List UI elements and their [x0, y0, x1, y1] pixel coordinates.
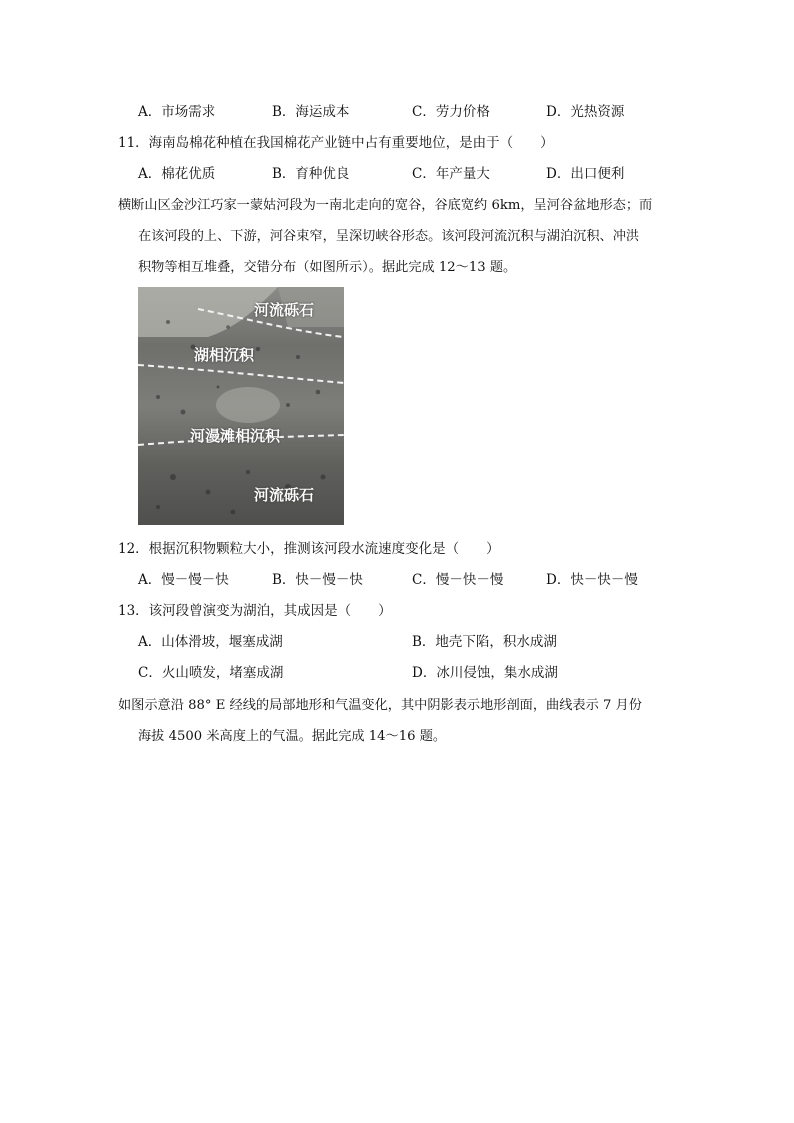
label-lacustrine-deposit: 湖相沉积: [194, 346, 255, 364]
q10-option-c: C．劳力价格: [412, 104, 490, 120]
label-river-gravel-bottom: 河流砾石: [254, 486, 315, 504]
q12-option-c: C．慢－快－慢: [412, 572, 504, 588]
q11-option-a: A．棉花优质: [138, 166, 216, 182]
passage2-line-2: 海拔 4500 米高度上的气温。据此完成 14～16 题。: [138, 729, 447, 744]
label-floodplain-deposit: 河漫滩相沉积: [190, 427, 281, 445]
q10-option-d: D．光热资源: [546, 104, 625, 120]
q10-option-a: A．市场需求: [138, 104, 216, 120]
q13-option-b: B．地壳下陷，积水成湖: [412, 634, 557, 650]
q11-option-d: D．出口便利: [546, 166, 625, 182]
q12-option-b: B．快－慢－快: [272, 572, 363, 588]
q13-option-c: C．火山喷发，堵塞成湖: [138, 665, 284, 681]
passage1-line-1: 横断山区金沙江巧家一蒙姑河段为一南北走向的宽谷，谷底宽约 6km，呈河谷盆地形态；而: [118, 198, 653, 213]
label-river-gravel-top: 河流砾石: [254, 301, 315, 319]
q12-option-a: A．慢－慢－快: [138, 572, 229, 588]
q13-option-a: A．山体滑坡，堰塞成湖: [138, 634, 283, 650]
q12-option-d: D．快－快－慢: [546, 572, 638, 588]
q11-option-b: B．育种优良: [272, 166, 350, 182]
q11-stem: 11．海南岛棉花种植在我国棉花产业链中占有重要地位，是由于（ ）: [118, 135, 554, 151]
sediment-photo: [138, 287, 344, 525]
passage1-line-2: 在该河段的上、下游，河谷束窄，呈深切峡谷形态。该河段河流沉积与湖泊沉积、冲洪: [138, 229, 640, 244]
passage1-line-3: 积物等相互堆叠，交错分布（如图所示）。据此完成 12～13 题。: [138, 260, 517, 275]
passage2-line-1: 如图示意沿 88° E 经线的局部地形和气温变化，其中阴影表示地形剖面，曲线表示 7 月份: [118, 698, 642, 713]
q11-option-c: C．年产量大: [412, 166, 490, 182]
q10-option-b: B．海运成本: [272, 104, 350, 120]
q12-stem: 12．根据沉积物颗粒大小，推测该河段水流速度变化是（ ）: [118, 541, 500, 557]
q13-option-d: D．冰川侵蚀，集水成湖: [412, 665, 558, 681]
q13-stem: 13．该河段曾演变为湖泊，其成因是（ ）: [118, 603, 392, 619]
